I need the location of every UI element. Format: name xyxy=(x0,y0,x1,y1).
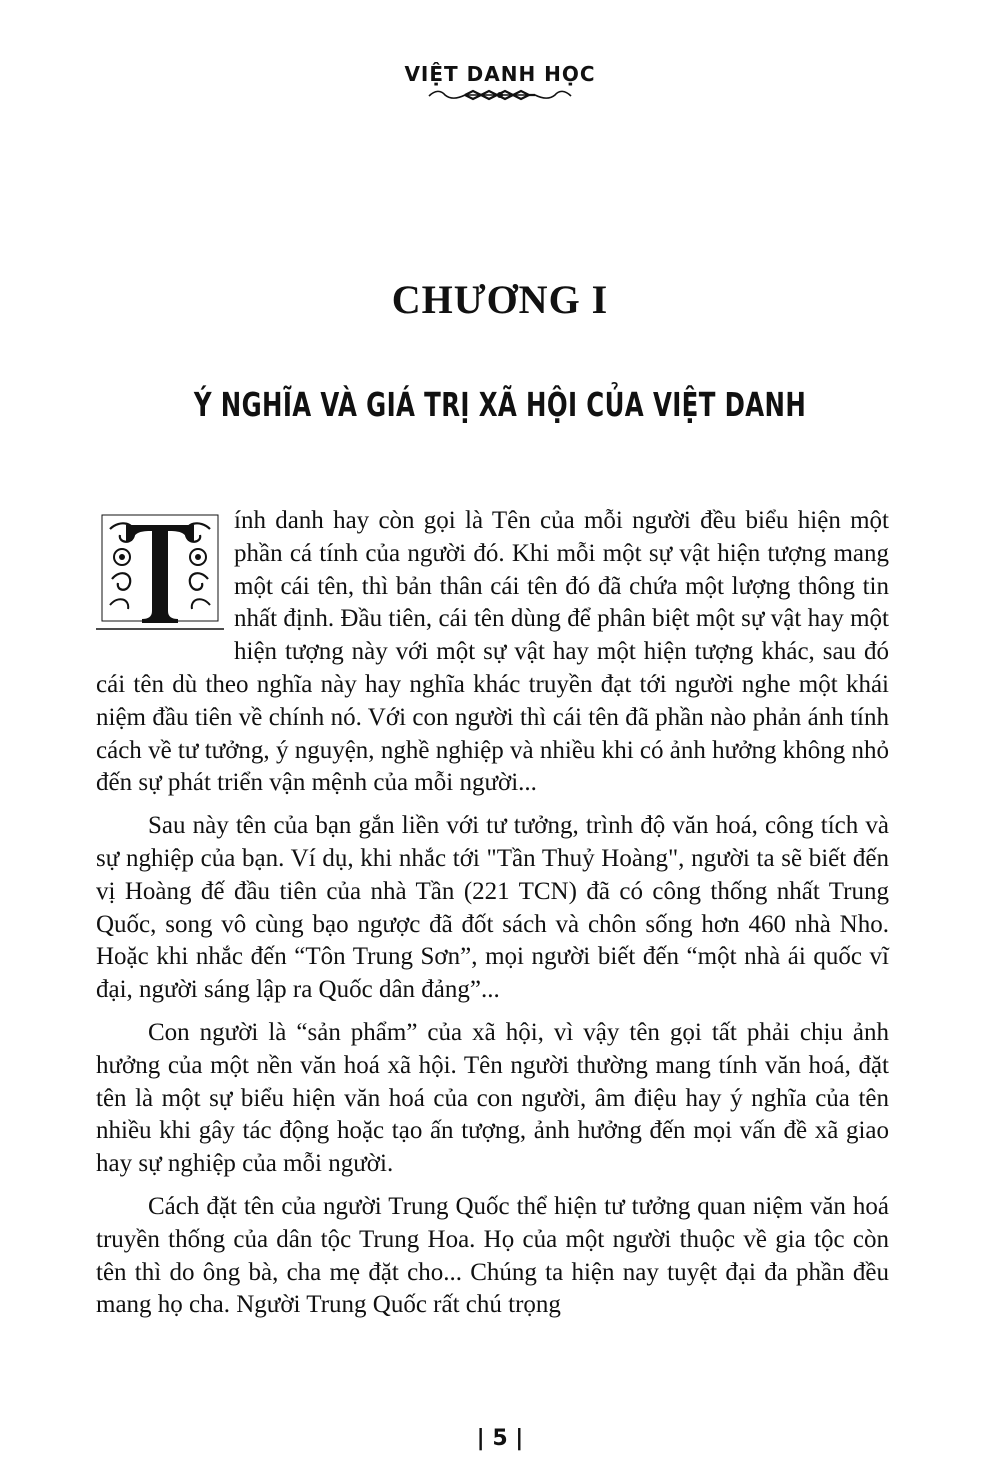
chapter-title: Ý NGHĨA VÀ GIÁ TRỊ XÃ HỘI CỦA VIỆT DANH xyxy=(193,385,807,424)
running-header-title: VIỆT DANH HỌC xyxy=(404,62,596,86)
paragraph-3: Con người là “sản phẩm” của xã hội, vì vậy tên gọi tất phải chịu ảnh hưởng của một nền văn hoá xã hội. Tên người thường mang tính văn hoá, đặt tên là một sự biểu hiện văn hoá của con người, âm điệu hay ý nghĩa của tên nhiều khi gây tác động hoặc tạo ấn tượng, ảnh hưởng đến mọi vấn đề xã giao hay sự nghiệp của mỗi người. xyxy=(96,1018,889,1178)
page-number: | 5 | xyxy=(476,1426,524,1451)
paragraph-1 xyxy=(96,505,889,800)
paragraph-1-text: ính danh hay còn gọi là Tên của mỗi người đều biểu hiện một phần cá tính của người đó. Khi mỗi một sự vật hiện tượng mang một cái tên, thì bản thân cái tên đó đã chứa một lượng thông tin nhất định. Đầu tiên, cái tên dùng để phân biệt một sự vật hay một hiện tượng này với một sự vật hay một hiện tượng khác, sau đó cái tên dù theo nghĩa này hay nghĩa khác truyền đạt tới người nghe một khái niệm đầu tiên về chính nó. Với con người thì cái tên đã phần nào phản ánh tính cách về tư tưởng, ý nguyện, nghề nghiệp và nhiều khi có ảnh hưởng không nhỏ đến sự phát triển vận mệnh của mỗi người... xyxy=(96,507,889,797)
body-text xyxy=(96,505,889,1322)
running-header xyxy=(0,62,1000,102)
paragraph-4: Cách đặt tên của người Trung Quốc thể hiện tư tưởng quan niệm văn hoá truyền thống của dân tộc Trung Hoa. Họ của một người thuộc về gia tộc còn tên thì do ông bà, cha mẹ đặt cho... Chúng ta hiện nay tuyệt đại đa phần đều mang họ cha. Người Trung Quốc rất chú trọng xyxy=(96,1192,889,1319)
header-ornament-icon xyxy=(425,88,575,102)
ornamental-drop-cap-t-icon xyxy=(96,509,224,637)
paragraph-2: Sau này tên của bạn gắn liền với tư tưởng, trình độ văn hoá, công tích và sự nghiệp của bạn. Ví dụ, khi nhắc tới "Tần Thuỷ Hoàng", người ta sẽ biết đến vị Hoàng đế đầu tiên của nhà Tần (221 TCN) đã có công thống nhất Trung Quốc, song vô cùng bạo ngược đã đốt sách và chôn sống hơn 460 nhà Nho. Hoặc khi nhắc đến “Tôn Trung Sơn”, mọi người biết đến “một nhà ái quốc vĩ đại, người sáng lập ra Quốc dân đảng”... xyxy=(96,812,889,1004)
chapter-label: CHƯƠNG I xyxy=(391,277,609,322)
